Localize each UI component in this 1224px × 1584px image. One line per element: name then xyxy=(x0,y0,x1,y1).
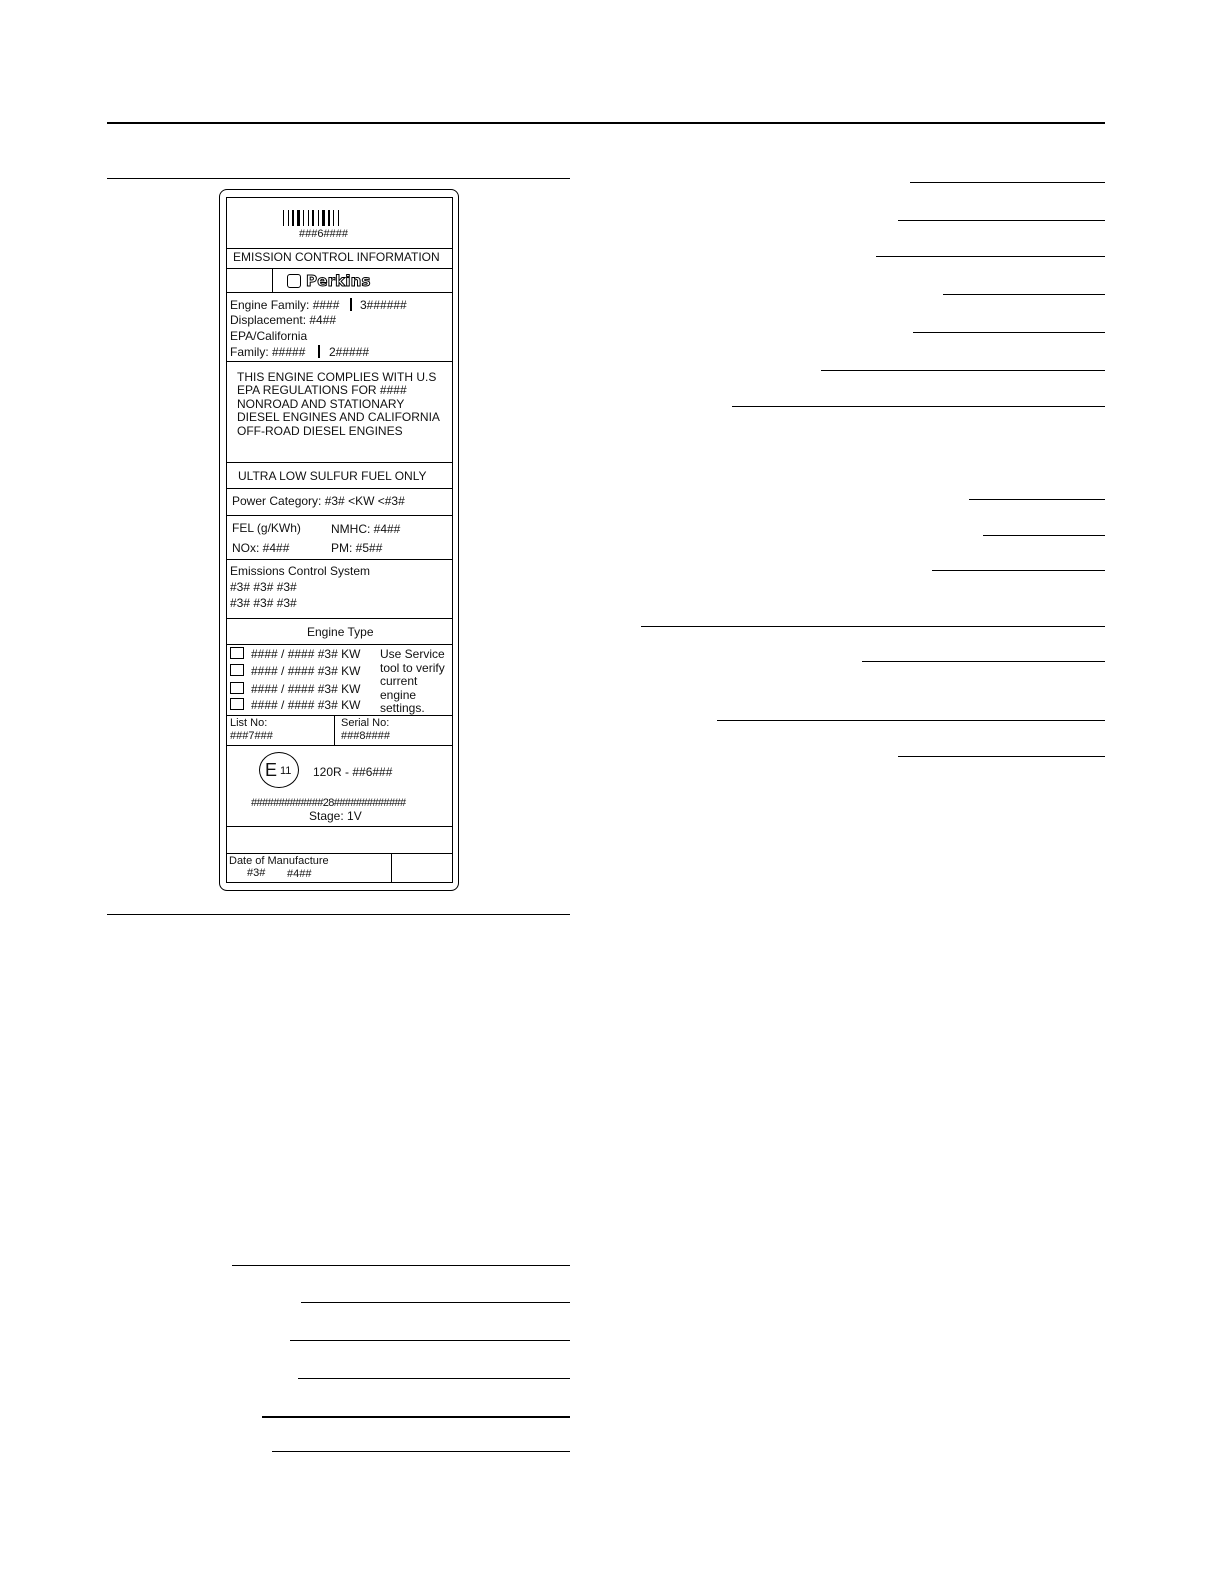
divider xyxy=(226,361,453,362)
blank-line xyxy=(913,332,1105,333)
perkins-logo-icon xyxy=(287,274,301,288)
engine-type-option: #### / #### #3# KW xyxy=(251,698,361,712)
barcode-bar xyxy=(338,210,339,226)
barcode-bar xyxy=(328,210,330,226)
barcode-bar xyxy=(318,210,319,226)
barcode-bar xyxy=(303,210,304,226)
divider xyxy=(226,715,453,716)
service-note: current xyxy=(380,674,418,688)
divider xyxy=(226,248,453,249)
separator-bar xyxy=(318,345,320,358)
engine-type-option: #### / #### #3# KW xyxy=(251,647,361,661)
blank-line xyxy=(272,1451,570,1452)
barcode xyxy=(283,210,357,226)
compliance-line: THIS ENGINE COMPLIES WITH U.S xyxy=(237,370,437,384)
blank-line xyxy=(298,1378,570,1379)
blank-line xyxy=(262,1416,570,1418)
engine-type-checkbox[interactable] xyxy=(230,682,244,694)
barcode-bar xyxy=(283,210,284,226)
divider xyxy=(226,559,453,560)
divider xyxy=(226,462,453,463)
epa-california: EPA/California xyxy=(230,329,308,343)
barcode-text: ###6#### xyxy=(299,228,348,240)
service-note: Use Service xyxy=(380,647,445,661)
compliance-line: NONROAD AND STATIONARY xyxy=(237,397,405,411)
stage: Stage: 1V xyxy=(309,809,362,823)
service-note: engine xyxy=(380,688,417,702)
fel-label: FEL (g/KWh) xyxy=(232,521,301,535)
divider xyxy=(226,826,453,827)
divider xyxy=(272,268,273,293)
blank-line xyxy=(876,256,1105,257)
blank-line xyxy=(732,406,1105,407)
family-code: 2##### xyxy=(329,345,370,359)
ecs-line: #3# #3# #3# xyxy=(230,580,297,594)
serial-no-label: Serial No: xyxy=(341,717,390,729)
date-label: Date of Manufacture xyxy=(229,855,329,867)
compliance-line: EPA REGULATIONS FOR #### xyxy=(237,383,407,397)
service-note: tool to verify xyxy=(380,661,445,675)
blank-line xyxy=(983,535,1105,536)
blank-line xyxy=(821,370,1105,371)
compliance-line: OFF-ROAD DIESEL ENGINES xyxy=(237,424,403,438)
barcode-bar xyxy=(312,210,314,226)
list-no-value: ###7### xyxy=(230,730,273,742)
engine-type-option: #### / #### #3# KW xyxy=(251,682,361,696)
ecs-title: Emissions Control System xyxy=(230,564,371,578)
engine-type-option: #### / #### #3# KW xyxy=(251,664,361,678)
barcode-bar xyxy=(322,210,325,226)
approval-code: 120R - ##6### xyxy=(313,765,393,779)
fuel-notice: ULTRA LOW SULFUR FUEL ONLY xyxy=(238,469,427,483)
blank-line xyxy=(910,182,1105,183)
divider xyxy=(226,644,453,645)
divider xyxy=(226,745,453,746)
power-category: Power Category: #3# <KW <#3# xyxy=(232,494,405,508)
barcode-bar xyxy=(292,210,294,226)
divider xyxy=(226,515,453,516)
list-no-label: List No: xyxy=(230,717,268,729)
nox-value: NOx: #4## xyxy=(232,541,290,555)
divider xyxy=(226,853,453,854)
engine-type-title: Engine Type xyxy=(307,625,374,639)
nmhc-value: NMHC: #4## xyxy=(331,522,401,536)
service-note: settings. xyxy=(380,701,425,715)
divider xyxy=(334,715,335,745)
blank-line xyxy=(898,220,1105,221)
family: Family: ##### xyxy=(230,345,306,359)
displacement: Displacement: #4## xyxy=(230,313,337,327)
blank-line xyxy=(932,570,1105,571)
label-heading: EMISSION CONTROL INFORMATION xyxy=(233,250,440,264)
separator-bar xyxy=(350,298,352,311)
barcode-bar xyxy=(333,210,334,226)
blank-line xyxy=(232,1265,570,1266)
page-header-rule xyxy=(107,122,1105,124)
blank-line xyxy=(969,499,1105,500)
ecs-line: #3# #3# #3# xyxy=(230,596,297,610)
blank-line xyxy=(290,1340,570,1341)
figure-top-rule xyxy=(107,178,570,179)
engine-family: Engine Family: #### xyxy=(230,298,340,312)
blank-line xyxy=(943,294,1105,295)
divider xyxy=(226,292,453,293)
barcode-bar xyxy=(297,210,300,226)
brand-logo-text: Perkins xyxy=(306,272,371,290)
divider xyxy=(226,268,453,269)
blank-line xyxy=(898,756,1105,757)
blank-line xyxy=(301,1302,570,1303)
compliance-line: DIESEL ENGINES AND CALIFORNIA xyxy=(237,410,440,424)
e-mark-number: 11 xyxy=(280,765,292,777)
engine-family-code: 3###### xyxy=(360,298,407,312)
date-part: #3# xyxy=(247,867,266,879)
divider xyxy=(226,488,453,489)
pm-value: PM: #5## xyxy=(331,541,383,555)
barcode-bar xyxy=(308,210,309,226)
serial-no-value: ###8#### xyxy=(341,730,390,742)
date-part: #4## xyxy=(287,868,312,880)
engine-type-checkbox[interactable] xyxy=(230,664,244,676)
engine-type-checkbox[interactable] xyxy=(230,647,244,659)
barcode-bar xyxy=(288,210,289,226)
e-mark-letter: E xyxy=(265,760,278,780)
divider xyxy=(226,618,453,619)
engine-type-checkbox[interactable] xyxy=(230,698,244,710)
divider xyxy=(391,853,392,883)
blank-line xyxy=(717,720,1105,721)
blank-line xyxy=(862,661,1105,662)
long-code: #############28############# xyxy=(251,797,406,809)
figure-bottom-rule xyxy=(107,914,570,915)
blank-line xyxy=(641,626,1105,627)
